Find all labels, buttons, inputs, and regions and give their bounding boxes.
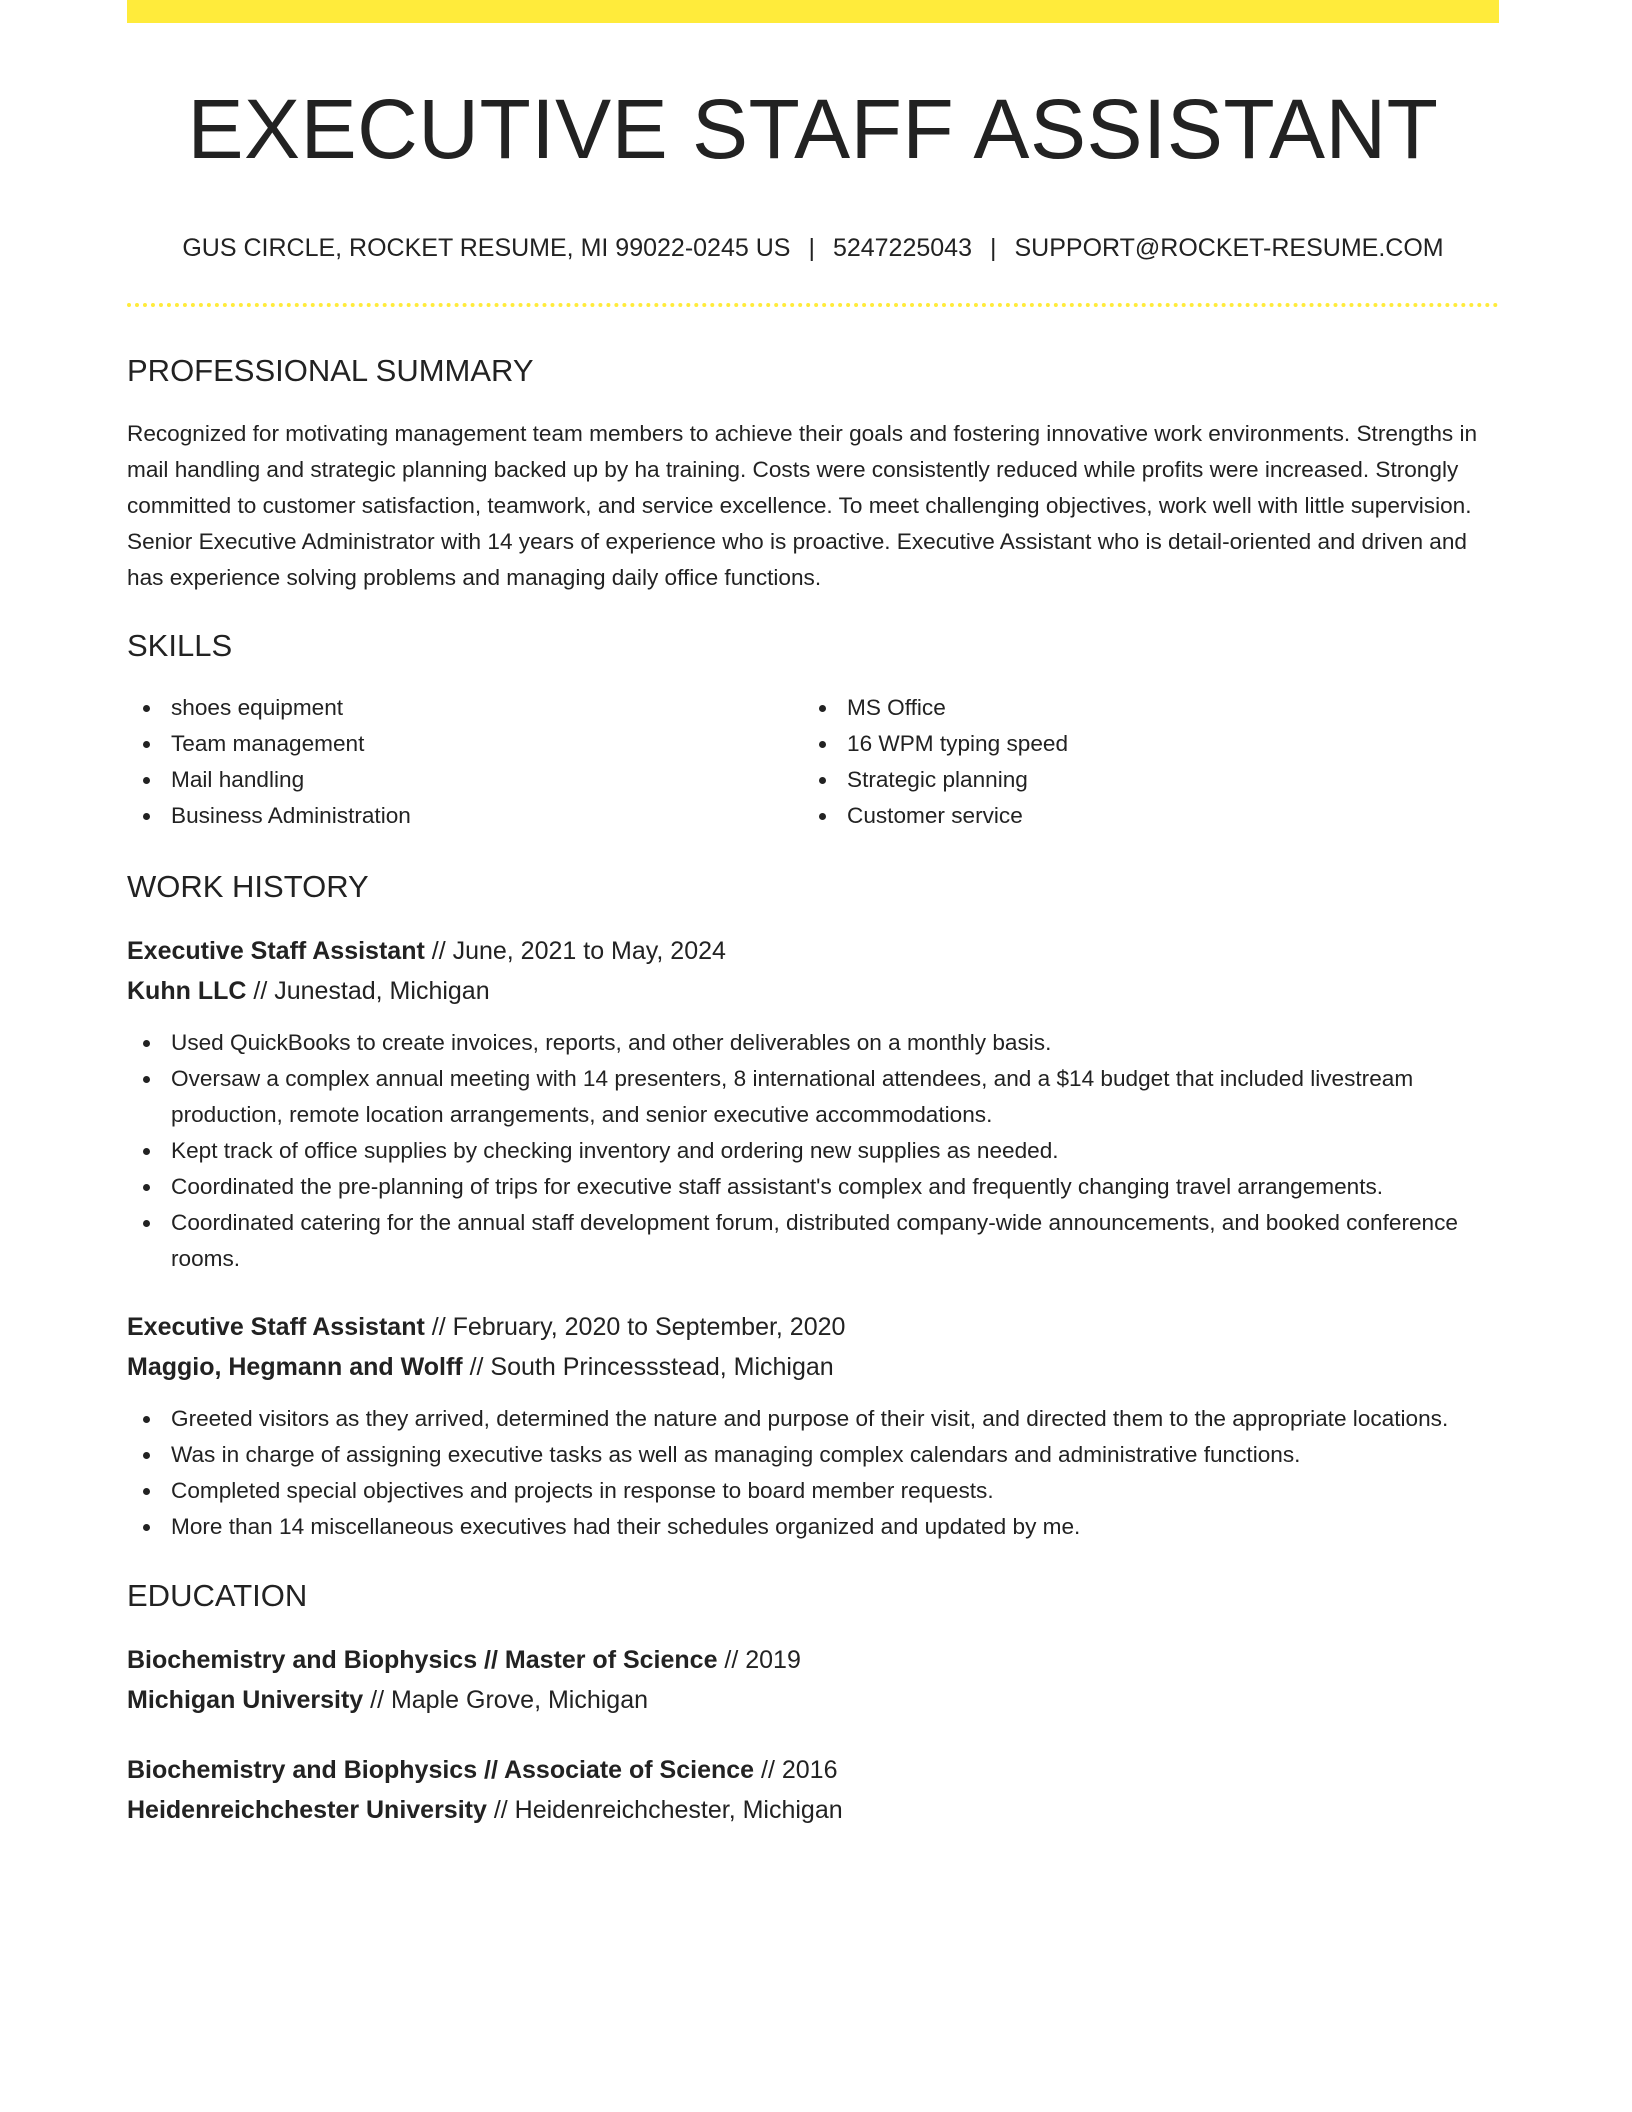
skills-grid xyxy=(127,690,1499,834)
job-company-line xyxy=(127,971,1499,1011)
dotted-divider xyxy=(127,303,1499,307)
school-line xyxy=(127,1680,1499,1720)
job-entry xyxy=(127,1307,1499,1545)
contact-line xyxy=(127,233,1499,263)
job-duties xyxy=(127,1025,1499,1277)
skill-item: shoes equipment xyxy=(127,690,803,726)
graduation-year: // 2016 xyxy=(754,1756,838,1785)
job-company: Maggio, Hegmann and Wolff xyxy=(127,1352,463,1381)
graduation-year: // 2019 xyxy=(717,1646,801,1675)
degree: Biochemistry and Biophysics // Associate of Science xyxy=(127,1756,755,1785)
degree-line xyxy=(127,1640,1499,1680)
duty-item: Was in charge of assigning executive tasks as well as managing complex calendars and administrative functions. xyxy=(127,1437,1499,1473)
contact-separator: | xyxy=(808,234,815,263)
education-entry xyxy=(127,1640,1499,1720)
education-heading: EDUCATION xyxy=(127,1577,308,1613)
school-location: // Heidenreichchester, Michigan xyxy=(486,1796,843,1825)
contact-phone: 5247225043 xyxy=(832,234,972,263)
contact-address: GUS CIRCLE, ROCKET RESUME, MI 99022-0245 US xyxy=(182,234,791,263)
school-line xyxy=(127,1790,1499,1830)
skills-heading: SKILLS xyxy=(127,627,233,663)
summary-heading: PROFESSIONAL SUMMARY xyxy=(127,353,534,389)
job-title: Executive Staff Assistant xyxy=(127,1312,425,1341)
degree-line xyxy=(127,1750,1499,1790)
skill-item: Team management xyxy=(127,726,803,762)
school-name: Heidenreichchester University xyxy=(127,1796,487,1825)
accent-top-bar xyxy=(127,0,1499,23)
duty-item: Used QuickBooks to create invoices, reports, and other deliverables on a monthly basis. xyxy=(127,1025,1499,1061)
job-dates: // June, 2021 to May, 2024 xyxy=(424,936,726,965)
duty-item: Kept track of office supplies by checking inventory and ordering new supplies as needed. xyxy=(127,1133,1499,1169)
job-dates: // February, 2020 to September, 2020 xyxy=(424,1312,846,1341)
skill-item: 16 WPM typing speed xyxy=(803,726,1479,762)
job-location: // South Princessstead, Michigan xyxy=(462,1352,834,1381)
school-location: // Maple Grove, Michigan xyxy=(363,1686,649,1715)
education-entry xyxy=(127,1750,1499,1830)
skill-item: MS Office xyxy=(803,690,1479,726)
duty-item: Oversaw a complex annual meeting with 14 presenters, 8 international attendees, and a $14 budget that included livestream production, remote location arrangements, and senior executive accommodations. xyxy=(127,1061,1499,1133)
skill-item: Business Administration xyxy=(127,798,803,834)
job-company-line xyxy=(127,1347,1499,1387)
contact-separator: | xyxy=(989,234,997,263)
skill-item: Customer service xyxy=(803,798,1479,834)
skill-item: Strategic planning xyxy=(803,762,1479,798)
summary-text: Recognized for motivating management team members to achieve their goals and fostering innovative work environments. Strengths in mail handling and strategic planning backed up by ha training. Costs were consistently reduced while profits were increased. Strongly committed to customer satisfaction, teamwork, and service excellence. To meet challenging objectives, work well with little supervision. Senior Executive Administrator with 14 years of experience who is proactive. Executive Assistant who is detail-oriented and driven and has experience solving problems and managing daily office functions. xyxy=(127,420,1478,590)
job-duties xyxy=(127,1401,1499,1545)
job-title-line xyxy=(127,931,1499,971)
duty-item: Coordinated catering for the annual staff development forum, distributed company-wide announcements, and booked conference rooms. xyxy=(127,1205,1499,1277)
school-name: Michigan University xyxy=(127,1686,364,1715)
job-company: Kuhn LLC xyxy=(127,976,247,1005)
duty-item: More than 14 miscellaneous executives had their schedules organized and updated by me. xyxy=(127,1509,1499,1545)
degree: Biochemistry and Biophysics // Master of Science xyxy=(127,1646,718,1675)
job-entry xyxy=(127,931,1499,1277)
skill-item: Mail handling xyxy=(127,762,803,798)
resume-page xyxy=(127,0,1499,1830)
skills-column-right xyxy=(803,690,1479,834)
resume-name: EXECUTIVE STAFF ASSISTANT xyxy=(187,82,1439,176)
contact-email[interactable]: SUPPORT@ROCKET-RESUME.COM xyxy=(1014,234,1444,263)
duty-item: Coordinated the pre-planning of trips for executive staff assistant's complex and frequently changing travel arrangements. xyxy=(127,1169,1499,1205)
job-title-line xyxy=(127,1307,1499,1347)
job-location: // Junestad, Michigan xyxy=(246,976,490,1005)
work-history-heading: WORK HISTORY xyxy=(127,868,369,904)
skills-column-left xyxy=(127,690,803,834)
duty-item: Greeted visitors as they arrived, determined the nature and purpose of their visit, and directed them to the appropriate locations. xyxy=(127,1401,1499,1437)
job-title: Executive Staff Assistant xyxy=(127,936,425,965)
duty-item: Completed special objectives and projects in response to board member requests. xyxy=(127,1473,1499,1509)
